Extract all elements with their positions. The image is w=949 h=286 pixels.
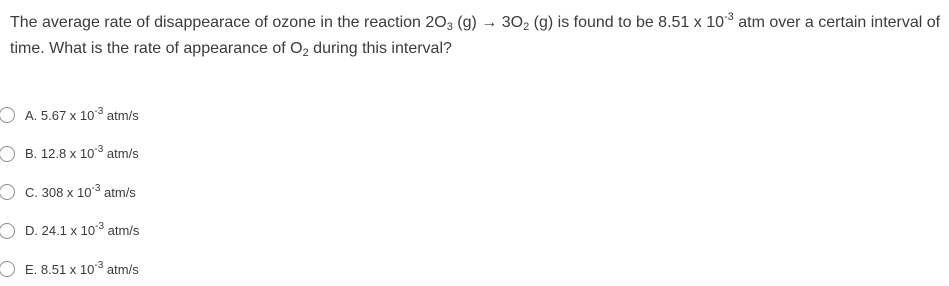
radio-button-icon[interactable]: [0, 107, 15, 123]
answer-option-e-label[interactable]: [25, 259, 139, 277]
option-value: D. 24.1 x 10: [25, 223, 96, 239]
subscript-oxygen-2: 2: [523, 21, 530, 33]
answer-option-c-label[interactable]: [25, 182, 136, 200]
radio-button-icon[interactable]: [0, 184, 15, 200]
option-exponent: -3: [94, 144, 104, 156]
answer-option-a[interactable]: [0, 96, 400, 135]
option-unit: atm/s: [104, 223, 140, 239]
option-unit: atm/s: [103, 261, 139, 277]
answer-option-d[interactable]: [0, 212, 400, 251]
answer-option-c[interactable]: [0, 173, 400, 212]
option-unit: atm/s: [100, 184, 136, 200]
answer-option-e[interactable]: [0, 250, 400, 286]
option-exponent: -3: [95, 221, 105, 233]
option-exponent: -3: [94, 259, 104, 271]
question-part-1: The average rate of disappearace of ozone in the reaction 2O: [10, 14, 447, 31]
option-value: E. 8.51 x 10: [25, 261, 95, 277]
question-part-4: atm over a certain interval of time. What is the rate of appearance of O: [10, 14, 941, 57]
answer-option-a-label[interactable]: [25, 105, 139, 123]
superscript-exponent: -3: [724, 11, 734, 23]
radio-button-icon[interactable]: [0, 261, 15, 277]
answer-option-d-label[interactable]: [25, 223, 139, 238]
option-exponent: -3: [94, 105, 104, 117]
answer-options: [0, 96, 400, 286]
subscript-o2: 2: [302, 47, 309, 59]
radio-button-icon[interactable]: [0, 146, 15, 162]
radio-button-icon[interactable]: [0, 223, 15, 239]
option-unit: atm/s: [103, 146, 139, 162]
subscript-ozone-3: 3: [446, 21, 453, 33]
option-value: A. 5.67 x 10: [25, 107, 95, 123]
question-part-3: (g) is found to be 8.51 x 10: [529, 14, 725, 31]
option-exponent: -3: [91, 182, 101, 194]
question-part-2: (g) → 3O: [452, 14, 524, 31]
answer-option-b[interactable]: [0, 135, 400, 174]
option-value: B. 12.8 x 10: [25, 146, 95, 162]
option-unit: atm/s: [103, 107, 139, 123]
option-value: C. 308 x 10: [25, 184, 92, 200]
question-part-5: during this interval?: [308, 40, 452, 57]
question-text: [10, 10, 945, 62]
answer-option-b-label[interactable]: [25, 146, 139, 161]
